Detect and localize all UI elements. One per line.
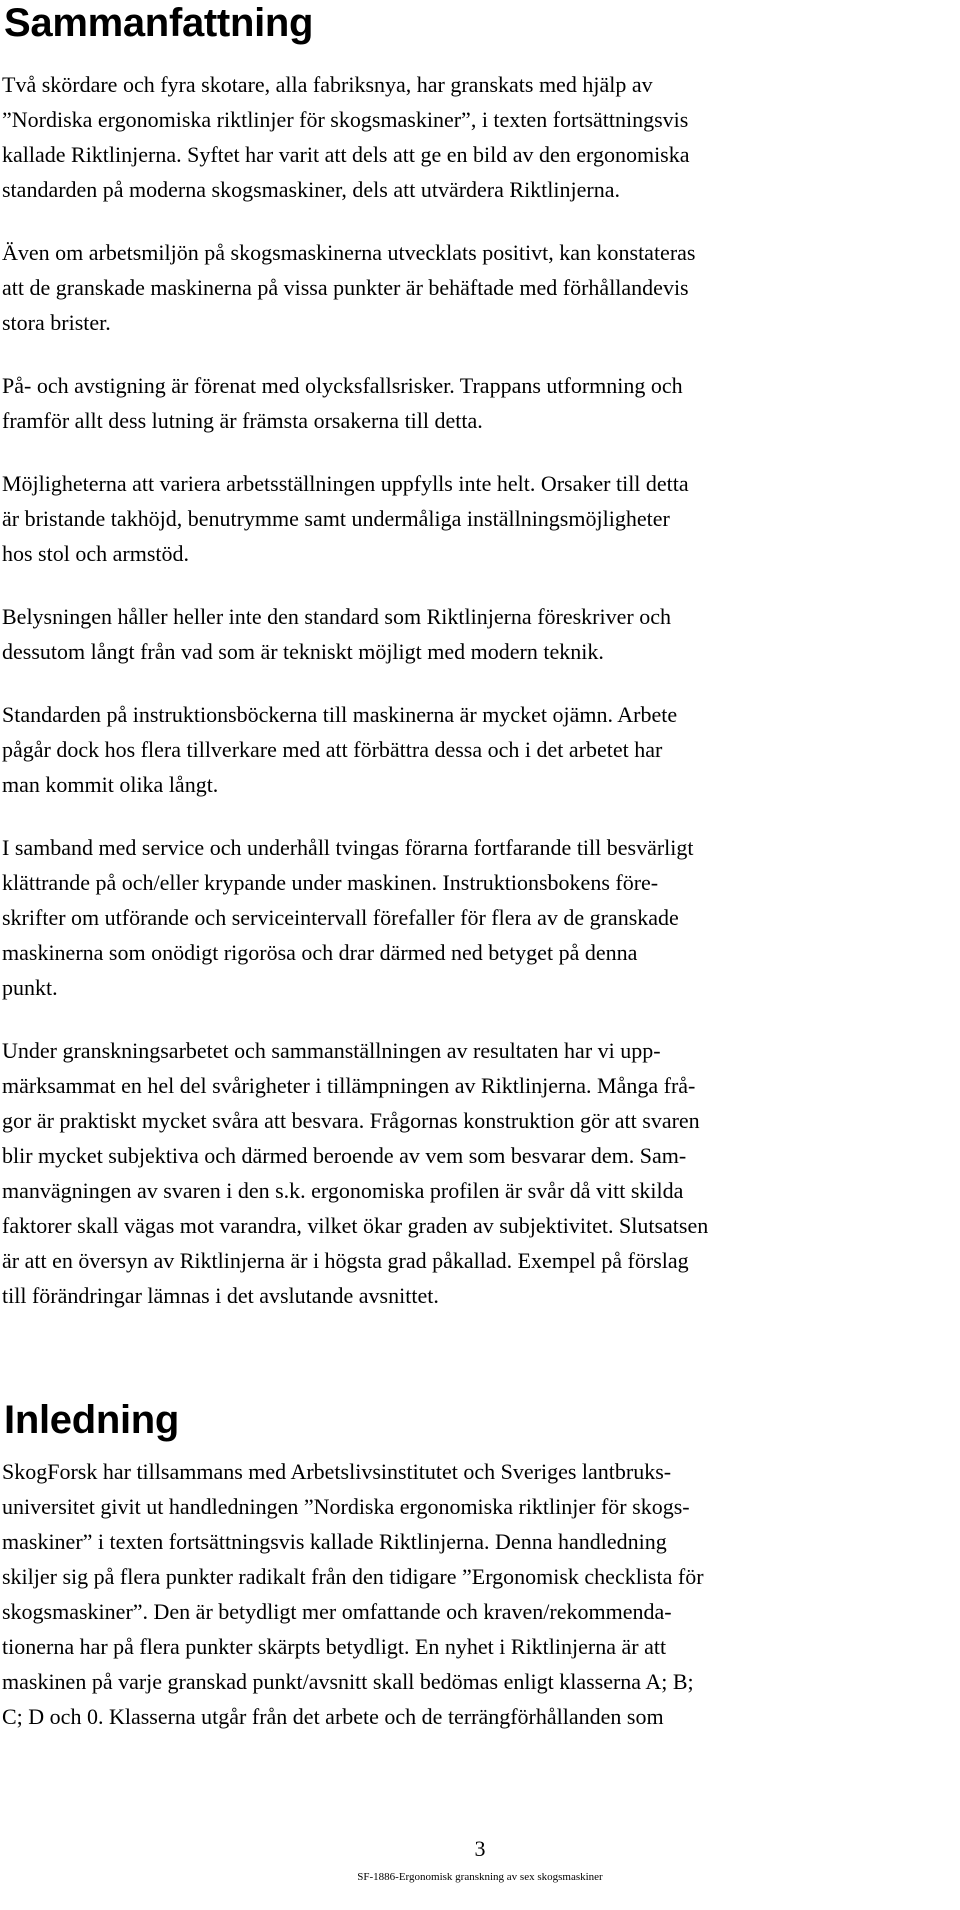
text-line: faktorer skall vägas mot varandra, vilket ökar graden av subjektivitet. Slutsatsen — [2, 1213, 709, 1238]
text-line: blir mycket subjektiva och därmed beroende av vem som besvarar dem. Sam- — [2, 1143, 687, 1168]
text-line: Under granskningsarbetet och sammanställningen av resultaten har vi upp- — [2, 1038, 661, 1063]
text-line: är att en översyn av Riktlinjerna är i högsta grad påkallad. Exempel på förslag — [2, 1248, 689, 1273]
paragraph — [2, 1454, 954, 1734]
text-line: C; D och 0. Klasserna utgår från det arbete och de terrängförhållanden som — [2, 1704, 664, 1729]
text-line: gor är praktiskt mycket svåra att besvara. Frågornas konstruktion gör att svaren — [2, 1108, 700, 1133]
text-line: tionerna har på flera punkter skärpts betydligt. En nyhet i Riktlinjerna är att — [2, 1634, 667, 1659]
intro-body — [2, 1454, 954, 1762]
text-line: skrifter om utförande och serviceintervall förefaller för flera av de granskade — [2, 905, 679, 930]
summary-body — [2, 67, 954, 1341]
text-line: stora brister. — [2, 310, 111, 335]
text-line: Även om arbetsmiljön på skogsmaskinerna utvecklats positivt, kan konstateras — [2, 240, 696, 265]
text-line: punkt. — [2, 975, 58, 1000]
text-line: I samband med service och underhåll tvingas förarna fortfarande till besvärligt — [2, 835, 694, 860]
text-line: till förändringar lämnas i det avslutande avsnittet. — [2, 1283, 439, 1308]
text-line: framför allt dess lutning är främsta orsakerna till detta. — [2, 408, 483, 433]
section-heading-summary: Sammanfattning — [4, 1, 314, 45]
text-line: Två skördare och fyra skotare, alla fabriksnya, har granskats med hjälp av — [2, 72, 653, 97]
text-line: universitet givit ut handledningen ”Nordiska ergonomiska riktlinjer för skogs- — [2, 1494, 690, 1519]
text-line: märksammat en hel del svårigheter i tillämpningen av Riktlinjerna. Många frå- — [2, 1073, 696, 1098]
text-line: klättrande på och/eller krypande under maskinen. Instruktionsbokens före- — [2, 870, 659, 895]
text-line: På- och avstigning är förenat med olycksfallsrisker. Trappans utformning och — [2, 373, 683, 398]
text-line: att de granskade maskinerna på vissa punkter är behäftade med förhållandevis — [2, 275, 689, 300]
text-line: Möjligheterna att variera arbetsställningen uppfylls inte helt. Orsaker till detta — [2, 471, 689, 496]
text-line: pågår dock hos flera tillverkare med att förbättra dessa och i det arbetet har — [2, 737, 663, 762]
paragraph — [2, 697, 954, 802]
text-line: skogsmaskiner”. Den är betydligt mer omfattande och kraven/rekommenda- — [2, 1599, 672, 1624]
text-line: standarden på moderna skogsmaskiner, dels att utvärdera Riktlinjerna. — [2, 177, 620, 202]
text-line: Standarden på instruktionsböckerna till maskinerna är mycket ojämn. Arbete — [2, 702, 678, 727]
text-line: maskinerna som onödigt rigorösa och drar därmed ned betyget på denna — [2, 940, 638, 965]
paragraph — [2, 67, 954, 207]
text-line: skiljer sig på flera punkter radikalt från den tidigare ”Ergonomisk checklista för — [2, 1564, 704, 1589]
text-line: maskinen på varje granskad punkt/avsnitt skall bedömas enligt klasserna A; B; — [2, 1669, 694, 1694]
paragraph — [2, 235, 954, 340]
paragraph — [2, 1033, 954, 1313]
footer-note: SF-1886-Ergonomisk granskning av sex skogsmaskiner — [357, 1871, 603, 1883]
paragraph — [2, 830, 954, 1005]
section-heading-intro: Inledning — [4, 1398, 180, 1442]
paragraph — [2, 599, 954, 669]
paragraph — [2, 466, 954, 571]
page-number: 3 — [474, 1836, 486, 1861]
text-line: hos stol och armstöd. — [2, 541, 189, 566]
text-line: maskiner” i texten fortsättningsvis kallade Riktlinjerna. Denna handledning — [2, 1529, 667, 1554]
text-line: man kommit olika långt. — [2, 772, 219, 797]
text-line: är bristande takhöjd, benutrymme samt undermåliga inställningsmöjligheter — [2, 506, 670, 531]
paragraph — [2, 368, 954, 438]
text-line: ”Nordiska ergonomiska riktlinjer för skogsmaskiner”, i texten fortsättningsvis — [2, 107, 689, 132]
text-line: dessutom långt från vad som är tekniskt möjligt med modern teknik. — [2, 639, 604, 664]
text-line: SkogForsk har tillsammans med Arbetslivsinstitutet och Sveriges lantbruks- — [2, 1459, 672, 1484]
text-line: manvägningen av svaren i den s.k. ergonomiska profilen är svår då vitt skilda — [2, 1178, 684, 1203]
text-line: Belysningen håller heller inte den standard som Riktlinjerna föreskriver och — [2, 604, 671, 629]
text-line: kallade Riktlinjerna. Syftet har varit att dels att ge en bild av den ergonomiska — [2, 142, 690, 167]
